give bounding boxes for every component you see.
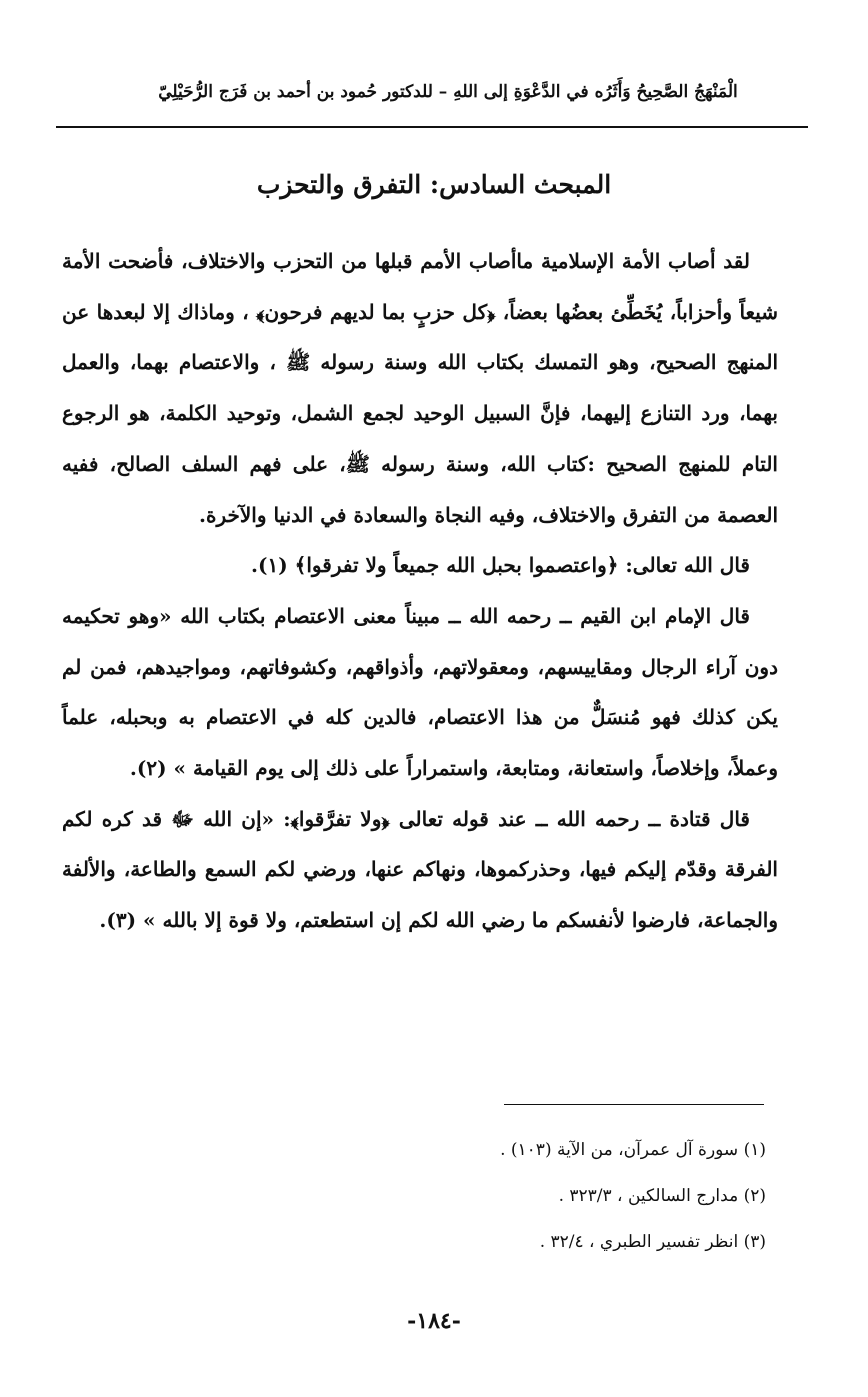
paragraph: لقد أصاب الأمة الإسلامية ماأصاب الأمم قبلها من التحزب والاختلاف، فأضحت الأمة شيعاً وأحزاباً، يُخَطِّئ بعضُها بعضاً، ﴿كل حزبٍ بما لديهم فرحون﴾ ، وماذاك إلا لبعدها عن المنهج الصحيح، وهو التمسك بكتاب الله وسنة رسوله ﷺ ، والاعتصام بهما، والعمل بهما، ورد التنازع إليهما، فإنَّ السبيل الوحيد لجمع الشمل، وتوحيد الكلمة، هو الرجوع التام للمنهج الصحيح :كتاب الله، وسنة رسوله ﷺ، على فهم السلف الصالح، ففيه العصمة من التفرق والاختلاف، وفيه النجاة والسعادة في الدنيا والآخرة. [62,249,778,527]
footnotes [300,1127,766,1265]
paragraph: قال الله تعالى: ﴿واعتصموا بحبل الله جميعاً ولا تفرقوا﴾ (١). [251,553,750,578]
paragraph: قال الإمام ابن القيم ــ رحمه الله ــ مبيناً معنى الاعتصام بكتاب الله «وهو تحكيمه دون آراء الرجال ومقاييسهم، ومعقولاتهم، وأذواقهم، وكشوفاتهم، ومواجيدهم، فمن لم يكن كذلك فهو مُنسَلٌّ من هذا الاعتصام، فالدين كله في الاعتصام به وبحبله، علماً وعملاً، وإخلاصاً، واستعانة، ومتابعة، واستمراراً على ذلك إلى يوم القيامة » (٢). [62,603,778,781]
footnote-divider [504,1104,764,1105]
footnote: (٢) مدارج السالكين ، ٣٢٣/٣ . [558,1186,766,1206]
body-text [62,236,778,946]
running-header: الْمَنْهَجُ الصَّحِيحُ وَأَثَرُه في الدَّعْوَةِ إلى اللهِ – للدكتور حُمود بن أحمد بن فَرَج الرُّحَيْلِيّ [158,82,738,102]
footnote: (٣) انظر تفسير الطبري ، ٣٢/٤ . [539,1232,766,1252]
footnote: (١) سورة آل عمرآن، من الآية (١٠٣) . [500,1140,766,1160]
paragraph: قال قتادة ــ رحمه الله ــ عند قوله تعالى ﴿ولا تفرَّقوا﴾: «إن الله ﷻ قد كره لكم الفرقة وقدّم إليكم فيها، وحذركموها، ونهاكم عنها، ورضي لكم السمع والطاعة، والألفة والجماعة، فارضوا لأنفسكم ما رضي الله لكم إن استطعتم، ولا قوة إلا بالله » (٣). [62,806,778,933]
header-divider [56,126,808,128]
chapter-title: المبحث السادس: التفرق والتحزب [256,170,612,199]
page-number: -١٨٤- [407,1308,461,1334]
